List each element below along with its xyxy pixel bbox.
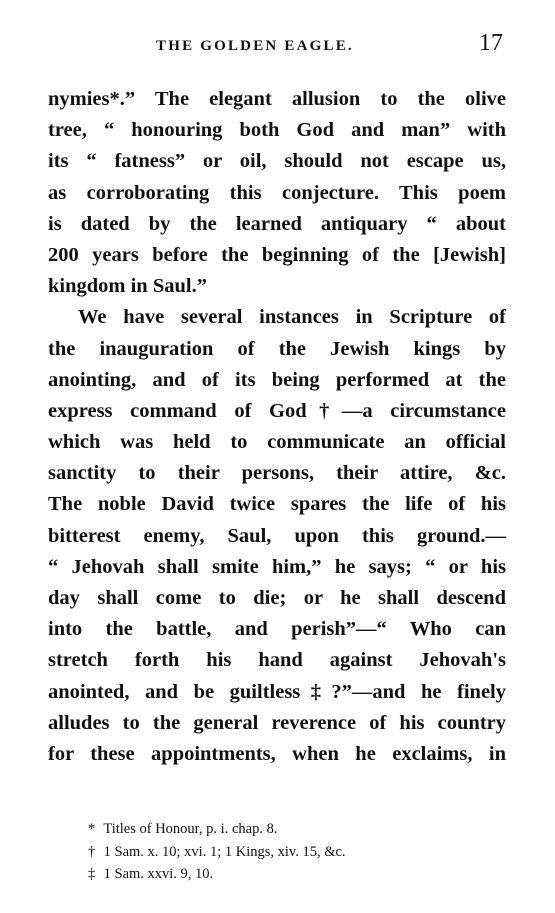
footnote xyxy=(88,841,508,864)
text-line: which was held to communicate an official xyxy=(48,431,506,454)
text-line: sanctity to their persons, their attire, &c. xyxy=(48,462,506,485)
text-line: is dated by the learned antiquary “ about xyxy=(48,212,506,235)
running-head xyxy=(0,30,555,60)
text-line: for these appointments, when he exclaims, in xyxy=(48,742,506,765)
footnote-mark: † xyxy=(88,843,96,860)
footnote xyxy=(88,863,508,886)
text-line: bitterest enemy, Saul, upon this ground.— xyxy=(48,524,506,547)
paragraph-start-line: We have several instances in Scripture of xyxy=(78,306,506,329)
footnote xyxy=(88,818,508,841)
text-line: anointed, and be guiltless‡?”—and he finely xyxy=(48,680,506,703)
text-line: into the battle, and perish”—“ Who can xyxy=(48,618,506,641)
footnote-mark: * xyxy=(88,821,96,837)
footnote-text: Titles of Honour, p. i. chap. 8. xyxy=(103,821,278,837)
text-line: as corroborating this conjecture. This poem xyxy=(48,181,506,204)
text-line: kingdom in Saul.” xyxy=(48,275,207,298)
text-line: the inauguration of the Jewish kings by xyxy=(48,337,506,360)
footnote-text: 1 Sam. xxvi. 9, 10. xyxy=(103,866,214,882)
footnote-mark: ‡ xyxy=(88,866,96,882)
text-line: alludes to the general reverence of his country xyxy=(48,711,506,734)
text-line: 200 years before the beginning of the [Jewish] xyxy=(48,243,506,266)
footnotes xyxy=(88,818,508,886)
text-line: nymies*.” The elegant allusion to the olive xyxy=(48,88,506,110)
text-line: “ Jehovah shall smite him,” he says; “ or his xyxy=(48,555,506,578)
running-title: THE GOLDEN EAGLE. xyxy=(156,38,354,54)
text-line: The noble David twice spares the life of his xyxy=(48,493,506,516)
page-number: 17 xyxy=(479,30,503,56)
footnote-text: 1 Sam. x. 10; xvi. 1; 1 Kings, xiv. 15, &c. xyxy=(103,843,346,860)
text-line: express command of God†—a circumstance xyxy=(48,399,506,422)
text-line: tree, “ honouring both God and man” with xyxy=(48,119,506,142)
text-line: stretch forth his hand against Jehovah's xyxy=(48,649,506,672)
body-text xyxy=(48,84,506,770)
text-line: its “ fatness” or oil, should not escape us, xyxy=(48,150,506,173)
text-line: day shall come to die; or he shall descend xyxy=(48,587,506,609)
text-line: anointing, and of its being performed at the xyxy=(48,368,506,391)
